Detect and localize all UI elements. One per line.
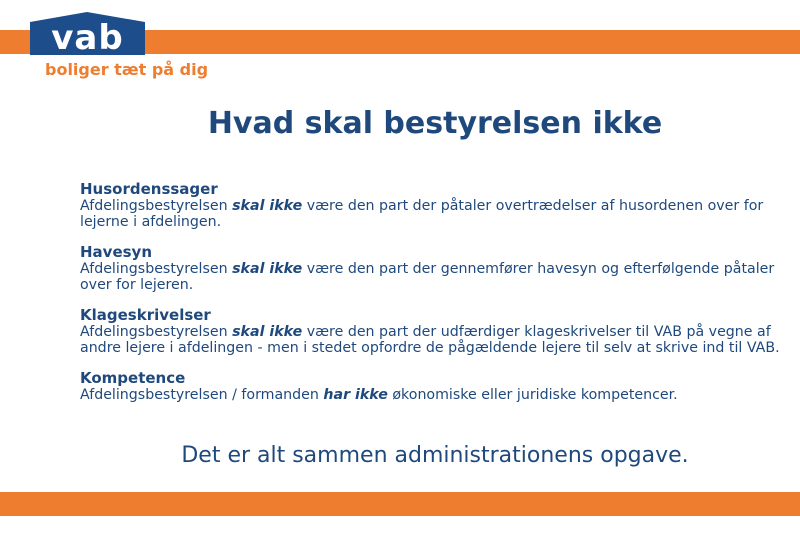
body-emphasis: skal ikke: [232, 198, 303, 214]
section-body: [80, 198, 795, 230]
body-text-pre: Afdelingsbestyrelsen: [80, 198, 233, 214]
section-body: [80, 387, 795, 403]
section-kompetence: [80, 370, 795, 403]
section-husordenssager: [80, 181, 795, 230]
content-sections: [80, 181, 795, 417]
section-heading: Husordenssager: [80, 180, 218, 198]
body-text-post: være den part der påtaler overtrædelser af husordenen over for lejerne i afdelingen.: [80, 198, 764, 230]
bottom-orange-bar: [0, 492, 800, 516]
body-emphasis: skal ikke: [232, 261, 303, 277]
body-text-post: økonomiske eller juridiske kompetencer.: [387, 387, 678, 403]
vab-logo: [30, 12, 145, 58]
section-heading: Kompetence: [80, 369, 186, 387]
body-text-pre: Afdelingsbestyrelsen: [80, 261, 233, 277]
body-text-post: være den part der gennemfører havesyn og efterfølgende påtaler over for lejeren.: [80, 261, 775, 293]
section-body: [80, 261, 795, 293]
conclusion-text: Det er alt sammen administrationens opgave.: [181, 443, 689, 468]
page-title: Hvad skal bestyrelsen ikke: [207, 106, 663, 141]
section-heading: Havesyn: [80, 243, 153, 261]
section-havesyn: [80, 244, 795, 293]
brand-tagline: boliger tæt på dig: [45, 60, 209, 79]
section-klageskrivelser: [80, 307, 795, 356]
section-heading: Klageskrivelser: [80, 306, 211, 324]
logo-text: vab: [51, 18, 124, 58]
body-emphasis: skal ikke: [232, 324, 303, 340]
body-text-pre: Afdelingsbestyrelsen / formanden: [80, 387, 324, 403]
body-emphasis: har ikke: [323, 387, 388, 403]
body-text-pre: Afdelingsbestyrelsen: [80, 324, 233, 340]
section-body: [80, 324, 795, 356]
body-text-post: være den part der udfærdiger klageskrivelser til VAB på vegne af andre lejere i afdelingen - men i stedet opfordre de pågældende lejere til selv at skrive ind til VAB.: [80, 324, 780, 356]
